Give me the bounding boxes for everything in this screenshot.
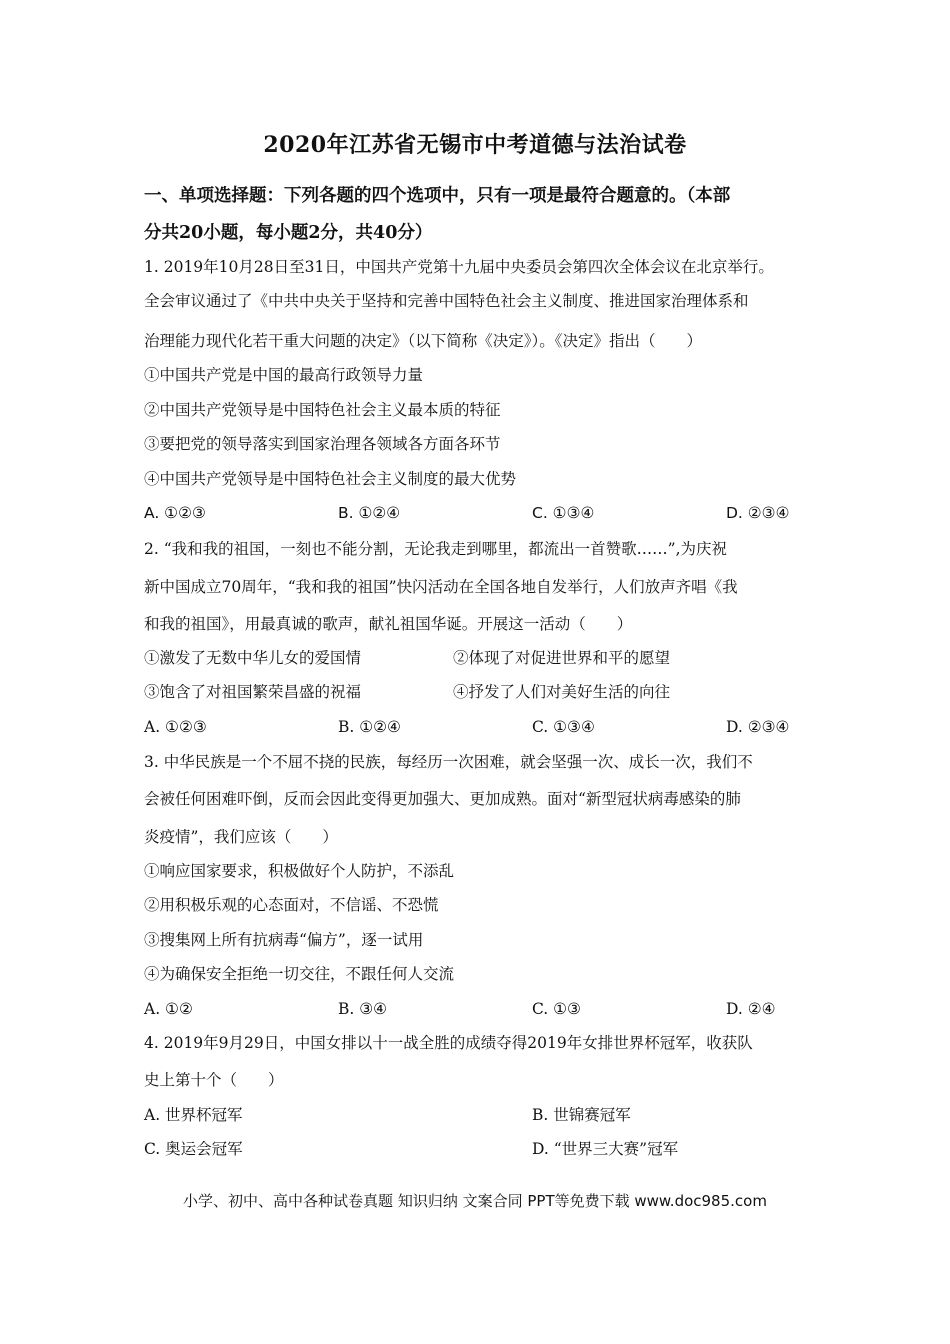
question-2-item: ②体现了对促进世界和平的愿望 xyxy=(453,649,671,667)
question-3-item: ③搜集网上所有抗病毒“偏方”，逐一试用 xyxy=(144,931,424,949)
question-2-stem: 和我的祖国》，用最真诚的歌声，献礼祖国华诞。开展这一活动（ ） xyxy=(144,615,633,633)
question-2-item: ④抒发了人们对美好生活的向往 xyxy=(453,683,671,701)
question-3-item: ①响应国家要求，积极做好个人防护，不添乱 xyxy=(144,862,455,880)
page-footer: 小学、初中、高中各种试卷真题 知识归纳 文案合同 PPT等免费下载 www.doc985.com xyxy=(183,1192,767,1210)
question-3-option-d: D. ②④ xyxy=(726,1000,776,1018)
question-3-item: ②用积极乐观的心态面对，不信谣、不恐慌 xyxy=(144,896,439,914)
question-4-stem: 史上第十个（ ） xyxy=(144,1071,284,1089)
question-1-option-a: A. ①②③ xyxy=(144,504,206,522)
question-1-item: ④中国共产党领导是中国特色社会主义制度的最大优势 xyxy=(144,470,517,488)
question-1-stem: 全会审议通过了《中共中央关于坚持和完善中国特色社会主义制度、推进国家治理体系和 xyxy=(144,292,749,310)
question-1-option-c: C. ①③④ xyxy=(532,504,595,522)
question-1-option-b: B. ①②④ xyxy=(338,504,401,522)
question-2-option-d: D. ②③④ xyxy=(726,718,790,736)
question-4-option-c: C. 奥运会冠军 xyxy=(144,1140,243,1158)
question-4-option-a: A. 世界杯冠军 xyxy=(144,1106,243,1124)
question-2-option-a: A. ①②③ xyxy=(144,718,207,736)
question-2-item: ①激发了无数中华儿女的爱国情 xyxy=(144,649,362,667)
question-3-stem: 炎疫情”，我们应该（ ） xyxy=(144,828,338,846)
question-3-option-a: A. ①② xyxy=(144,1000,193,1018)
question-1-option-d: D. ②③④ xyxy=(726,504,790,522)
question-1-item: ③要把党的领导落实到国家治理各领域各方面各环节 xyxy=(144,435,501,453)
section-heading-line-1: 一、单项选择题：下列各题的四个选项中，只有一项是最符合题意的。（本部 xyxy=(144,186,731,206)
question-1-stem: 治理能力现代化若干重大问题的决定》（以下简称《决定》）。《决定》指出（ ） xyxy=(144,332,703,350)
question-2-item: ③饱含了对祖国繁荣昌盛的祝福 xyxy=(144,683,362,701)
question-3-stem: 会被任何困难吓倒，反而会因此变得更加强大、更加成熟。面对“新型冠状病毒感染的肺 xyxy=(144,790,741,808)
question-4-stem: 4. 2019年9月29日，中国女排以十一战全胜的成绩夺得2019年女排世界杯冠军，收获队 xyxy=(144,1034,753,1052)
question-4-option-b: B. 世锦赛冠军 xyxy=(532,1106,631,1124)
question-3-option-b: B. ③④ xyxy=(338,1000,388,1018)
question-2-stem: 2. “我和我的祖国，一刻也不能分割，无论我走到哪里，都流出一首赞歌……”,为庆祝 xyxy=(144,540,727,558)
question-4-option-d: D. “世界三大赛”冠军 xyxy=(532,1140,679,1158)
question-1-stem: 1. 2019年10月28日至31日，中国共产党第十九届中央委员会第四次全体会议在北京举行。 xyxy=(144,258,774,276)
question-1-item: ①中国共产党是中国的最高行政领导力量 xyxy=(144,366,424,384)
page-title: 2020年江苏省无锡市中考道德与法治试卷 xyxy=(263,132,687,158)
question-2-option-b: B. ①②④ xyxy=(338,718,401,736)
question-2-stem: 新中国成立70周年，“我和我的祖国”快闪活动在全国各地自发举行，人们放声齐唱《我 xyxy=(144,578,738,596)
question-1-item: ②中国共产党领导是中国特色社会主义最本质的特征 xyxy=(144,401,501,419)
question-3-item: ④为确保安全拒绝一切交往，不跟任何人交流 xyxy=(144,965,455,983)
question-2-option-c: C. ①③④ xyxy=(532,718,595,736)
section-heading-line-2: 分共20小题，每小题2分，共40分） xyxy=(144,223,433,243)
question-3-option-c: C. ①③ xyxy=(532,1000,581,1018)
question-3-stem: 3. 中华民族是一个不屈不挠的民族，每经历一次困难，就会坚强一次、成长一次，我们不 xyxy=(144,753,753,771)
